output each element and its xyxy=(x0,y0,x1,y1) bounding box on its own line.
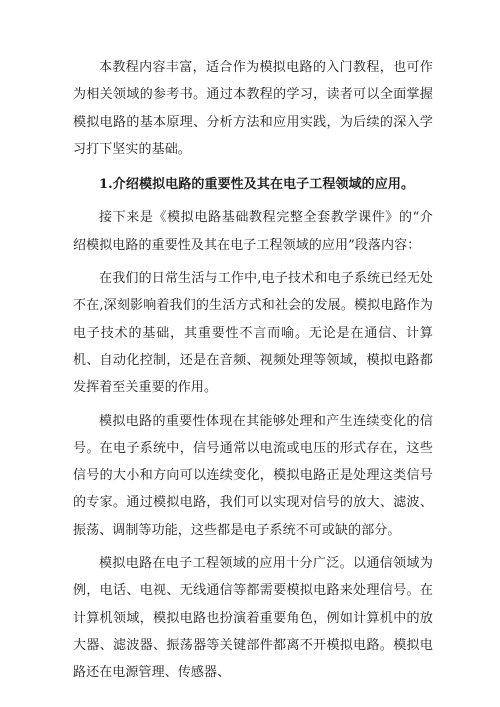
body-paragraph-2: 在我们的日常生活与工作中,电子技术和电子系统已经无处不在,深刻影响着我们的生活方式和社会的发展。模拟电路作为电子技术的基础，其重要性不言而喻。无论是在通信、计算机、自动化控制，还是在音频、视频处理等领域，模拟电路都发挥着至关重要的作用。 xyxy=(73,271,433,396)
intro-paragraph: 本教程内容丰富，适合作为模拟电路的入门教程，也可作为相关领域的参考书。通过本教程的学习，读者可以全面掌握模拟电路的基本原理、分析方法和应用实践，为后续的深入学习打下坚实的基础。 xyxy=(73,60,433,157)
body-paragraph-3: 模拟电路的重要性体现在其能够处理和产生连续变化的信号。在电子系统中，信号通常以电流或电压的形式存在，这些信号的大小和方向可以连续变化，模拟电路正是处理这类信号的专家。通过模拟电路，我们可以实现对信号的放大、滤波、振荡、调制等功能，这些都是电子系统不可或缺的部分。 xyxy=(73,413,433,538)
document-content xyxy=(73,54,433,693)
body-paragraph-4: 模拟电路在电子工程领域的应用十分广泛。以通信领域为例，电话、电视、无线通信等都需要模拟电路来处理信号。在计算机领域，模拟电路也扮演着重要角色，例如计算机中的放大器、滤波器、振荡器等关键部件都离不开模拟电路。模拟电路还在电源管理、传感器、 xyxy=(73,556,433,681)
section-heading: 1.介绍模拟电路的重要性及其在电子工程领域的应用。 xyxy=(99,177,415,193)
body-paragraph-1: 接下来是《模拟电路基础教程完整全套教学课件》的“介绍模拟电路的重要性及其在电子工程领域的应用”段落内容： xyxy=(73,210,433,253)
